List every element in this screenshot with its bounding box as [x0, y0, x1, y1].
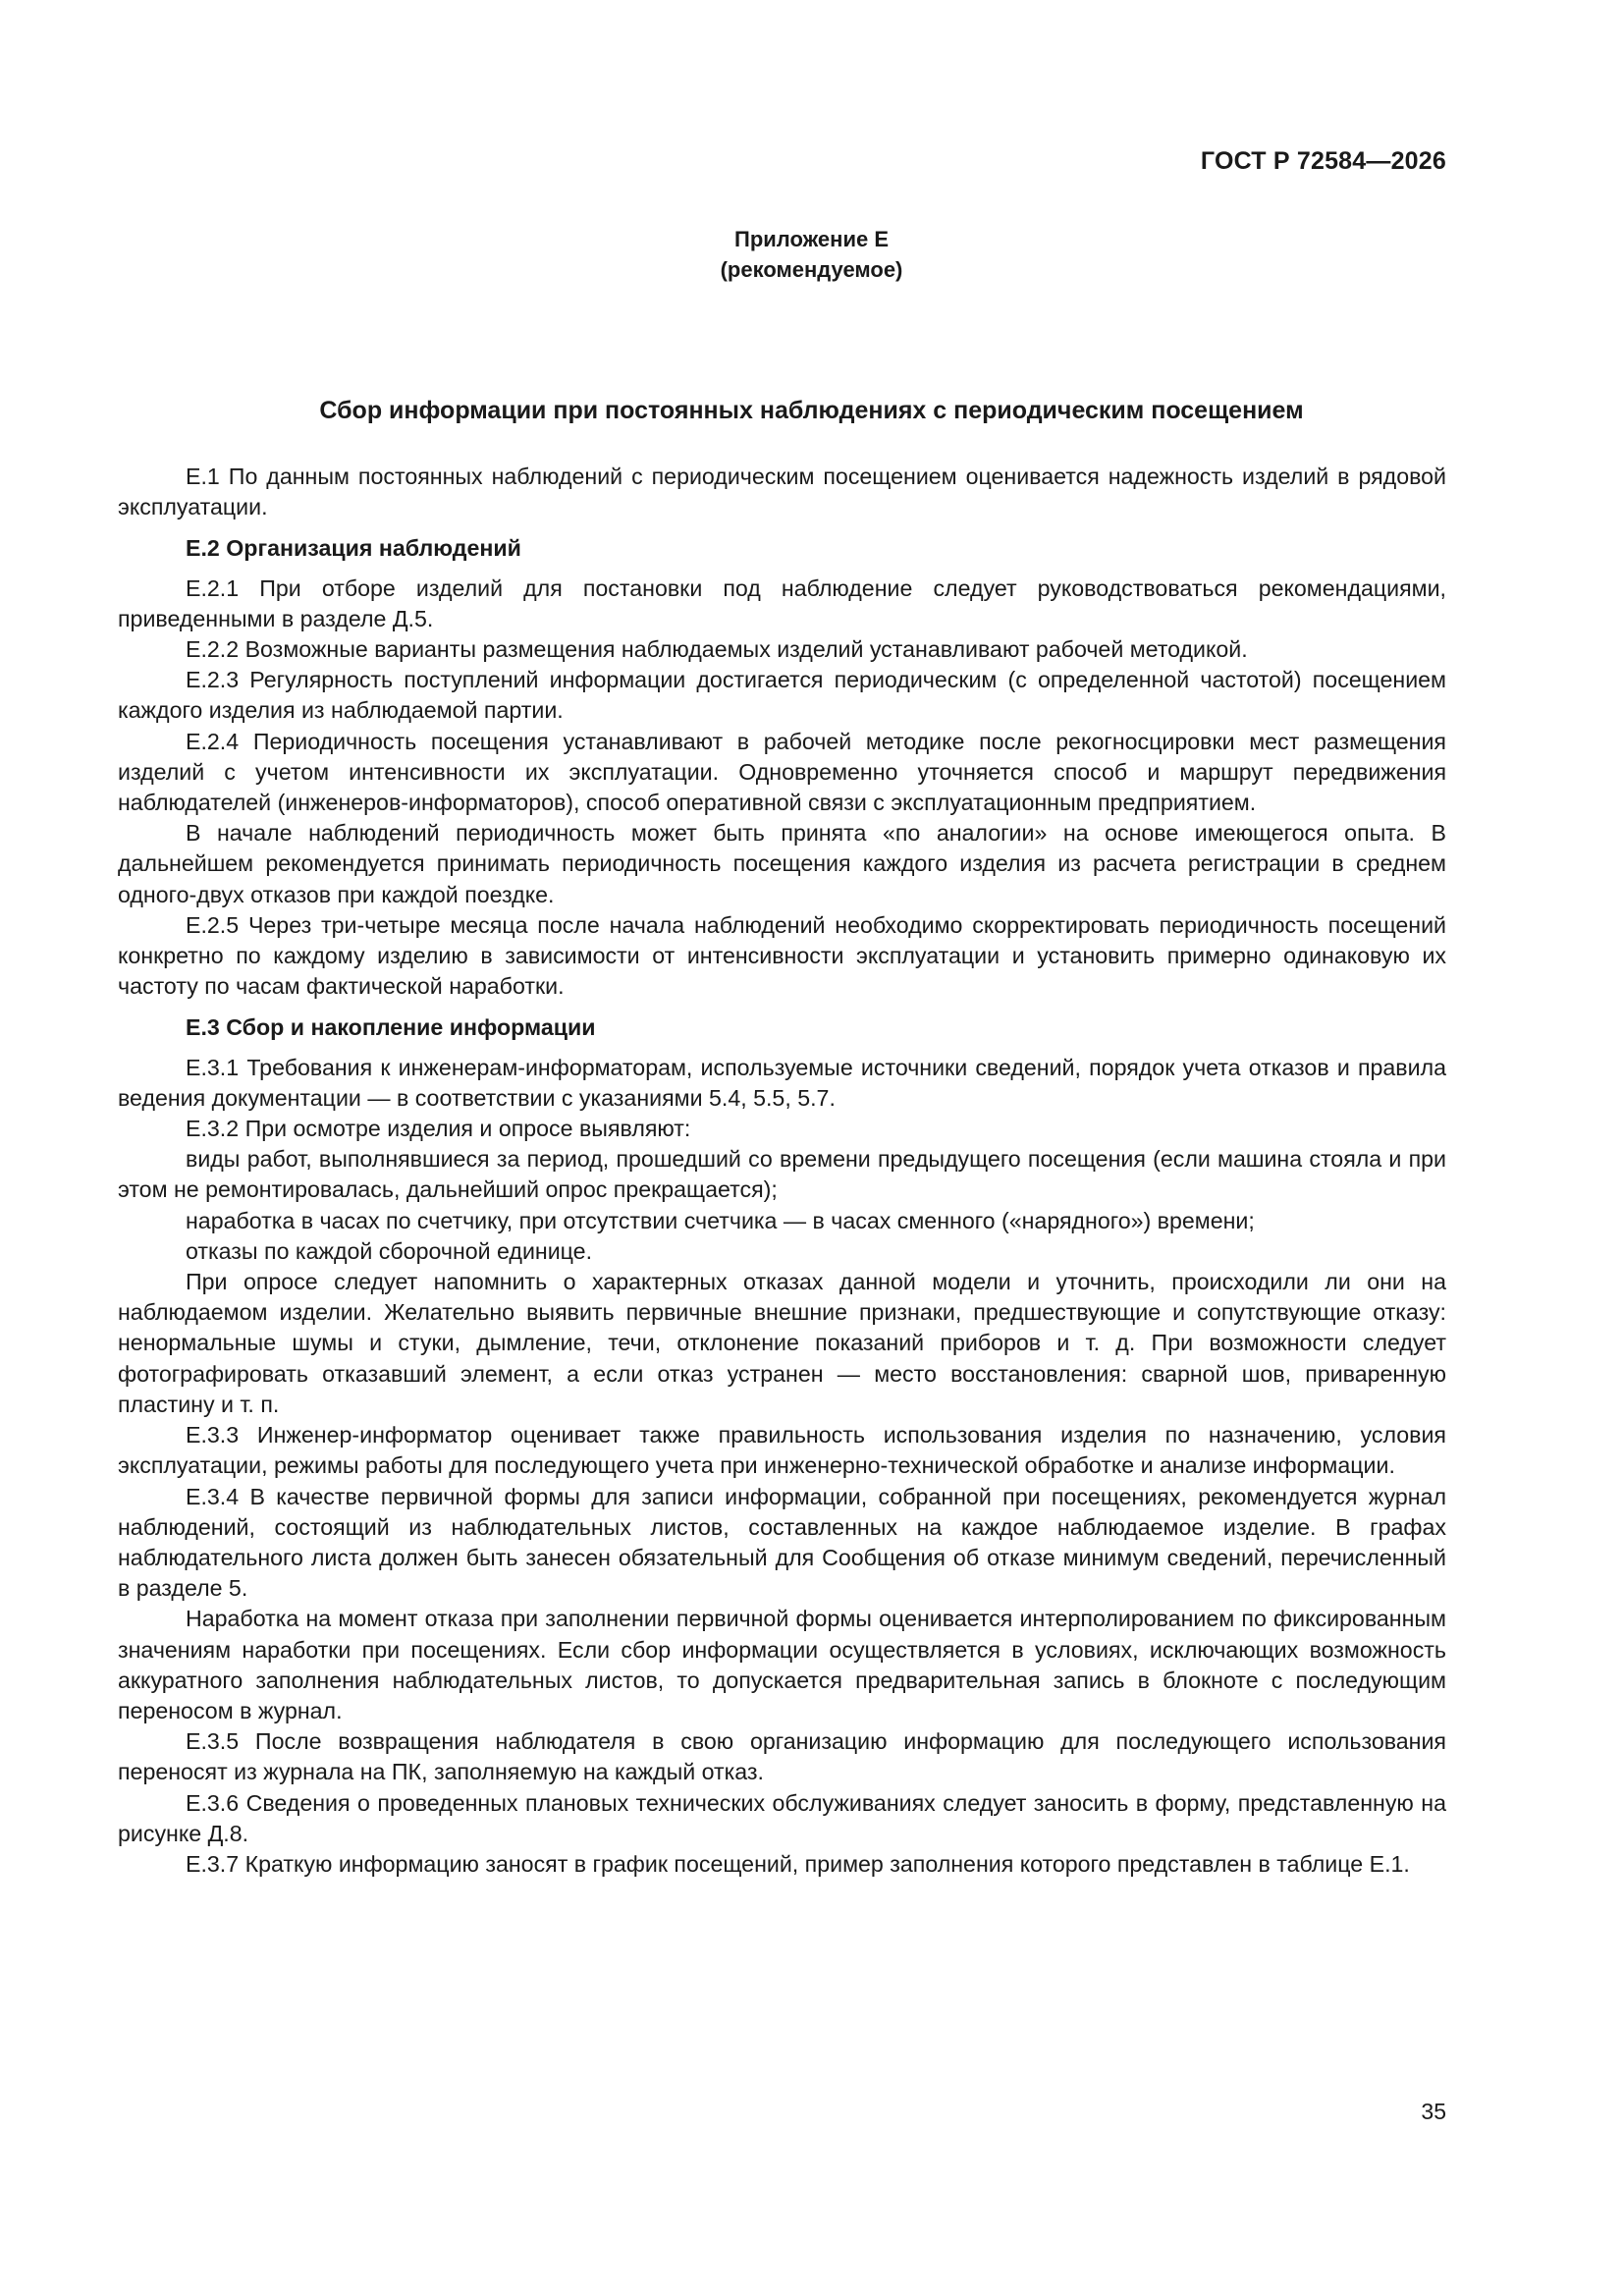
paragraph-e3-6: Е.3.6 Сведения о проведенных плановых технических обслуживаниях следует заносить в форму, представленную на рисунке Д.8. — [118, 1789, 1446, 1846]
appendix-heading — [0, 224, 1623, 285]
list-item-failures: отказы по каждой сборочной единице. — [186, 1237, 593, 1264]
page-number: 35 — [1421, 2099, 1446, 2124]
paragraph-e2-1: Е.2.1 При отборе изделий для постановки под наблюдение следует руководствоваться рекомендациями, приведенными в разделе Д.5. — [118, 574, 1446, 631]
paragraph-survey: При опросе следует напомнить о характерных отказах данной модели и уточнить, происходили ли они на наблюдаемом изделии. Желательно выявить первичные внешние признаки, предшествующие и сопутствующие отказу: ненормальные шумы и стуки, дымление, течи, отклонение показаний приборов и т. д. При возможности следует фотографировать отказавший элемент, а если отказ устранен — место восстановления: сварной шов, приваренную пластину и т. п. — [118, 1269, 1446, 1417]
paragraph-e3-4-cont: Наработка на момент отказа при заполнении первичной формы оценивается интерполированием по фиксированным значениям наработки при посещениях. Если сбор информации осуществляется в условиях, исключающих возможность аккуратного заполнения наблюдательных листов, то допускается предварительная запись в блокноте с последующим переносом в журнал. — [118, 1606, 1446, 1723]
paragraph-e2-4: Е.2.4 Периодичность посещения устанавливают в рабочей методике после рекогносцировки мест размещения изделий с учетом интенсивности их эксплуатации. Одновременно уточняется способ и маршрут передвижения наблюдателей (инженеров-информаторов), способ оперативной связи с эксплуатационным предприятием. — [118, 728, 1446, 816]
subsection-heading-e2: Е.2 Организация наблюдений — [186, 535, 521, 562]
appendix-status: (рекомендуемое) — [720, 257, 903, 282]
paragraph-e3-7: Е.3.7 Краткую информацию заносят в график посещений, пример заполнения которого представлен в таблице Е.1. — [186, 1850, 1410, 1877]
document-code: ГОСТ Р 72584—2026 — [1200, 147, 1446, 175]
list-item-work-types: виды работ, выполнявшиеся за период, прошедший со времени предыдущего посещения (если машина стояла и при этом не ремонтировалась, дальнейший опрос прекращается); — [118, 1146, 1446, 1203]
paragraph-e2-4-cont: В начале наблюдений периодичность может быть принята «по аналогии» на основе имеющегося опыта. В дальнейшем рекомендуется принимать периодичность посещения каждого изделия из расчета регистрации в среднем одного-двух отказов при каждой поездке. — [118, 820, 1446, 907]
paragraph-e3-1: Е.3.1 Требования к инженерам-информаторам, используемые источники сведений, порядок учета отказов и правила ведения документации — в соответствии с указаниями 5.4, 5.5, 5.7. — [118, 1054, 1446, 1111]
paragraph-e3-3: Е.3.3 Инженер-информатор оценивает также правильность использования изделия по назначению, условия эксплуатации, режимы работы для последующего учета при инженерно-технической обработке и анализе информации. — [118, 1422, 1446, 1479]
paragraph-e2-3: Е.2.3 Регулярность поступлений информации достигается периодическим (с определенной частотой) посещением каждого изделия из наблюдаемой партии. — [118, 667, 1446, 724]
appendix-title: Приложение Е — [734, 227, 889, 251]
paragraph-e2-2: Е.2.2 Возможные варианты размещения наблюдаемых изделий устанавливают рабочей методикой. — [186, 636, 1248, 663]
paragraph-e2-5: Е.2.5 Через три-четыре месяца после начала наблюдений необходимо скорректировать периодичность посещений конкретно по каждому изделию в зависимости от интенсивности эксплуатации и установить примерно одинаковую их частоту по часам фактической наработки. — [118, 911, 1446, 1000]
paragraph-e3-2: Е.3.2 При осмотре изделия и опросе выявляют: — [186, 1116, 691, 1142]
subsection-heading-e3: Е.3 Сбор и накопление информации — [186, 1014, 596, 1041]
document-body — [118, 462, 1446, 1880]
paragraph-e3-5: Е.3.5 После возвращения наблюдателя в свою организацию информацию для последующего использования переносят из журнала на ПК, заполняемую на каждый отказ. — [118, 1728, 1446, 1785]
list-item-operating-hours: наработка в часах по счетчику, при отсутствии счетчика — в часах сменного («нарядного») времени; — [186, 1207, 1255, 1233]
paragraph-e1: Е.1 По данным постоянных наблюдений с периодическим посещением оценивается надежность изделий в рядовой эксплуатации. — [118, 464, 1446, 520]
section-title: Сбор информации при постоянных наблюдениях с периодическим посещением — [319, 397, 1304, 424]
paragraph-e3-4: Е.3.4 В качестве первичной формы для записи информации, собранной при посещениях, рекомендуется журнал наблюдений, состоящий из наблюдательных листов, составленных на каждое наблюдаемое изделие. В графах наблюдательного листа должен быть занесен обязательный для Сообщения об отказе минимум сведений, перечисленный в разделе 5. — [118, 1483, 1446, 1602]
